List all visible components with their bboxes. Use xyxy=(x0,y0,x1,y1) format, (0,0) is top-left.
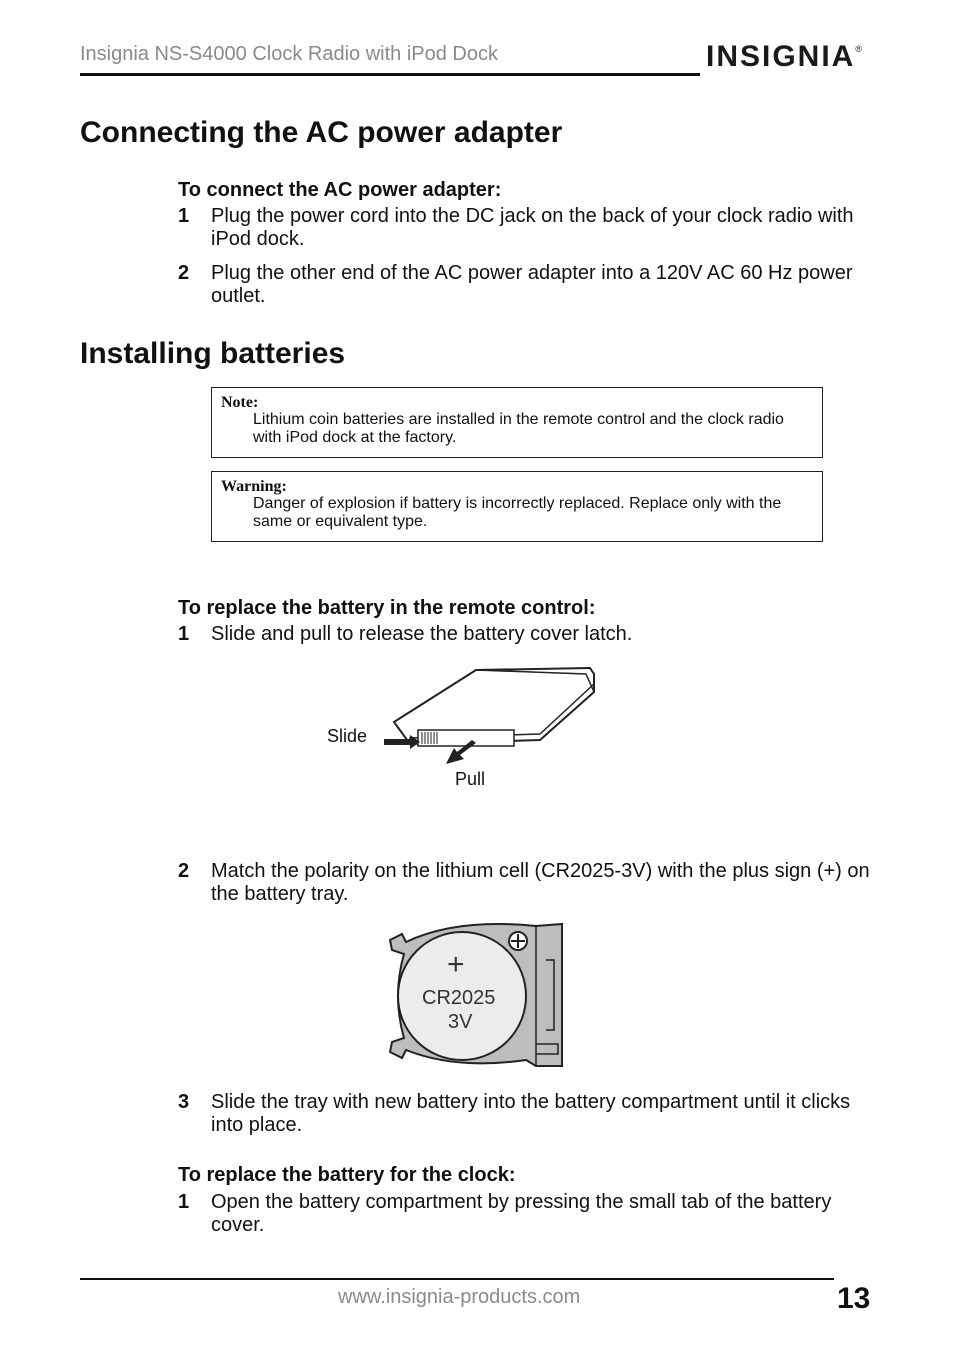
warning-label: Warning: xyxy=(221,478,287,495)
insignia-logo xyxy=(706,40,862,74)
step-number: 1 xyxy=(178,1191,190,1213)
subheading-remote-battery: To replace the battery in the remote control: xyxy=(178,597,596,619)
step-text: Open the battery compartment by pressing the small tab of the battery cover. xyxy=(211,1191,832,1236)
step-text: Plug the power cord into the DC jack on the back of your clock radio with iPod dock. xyxy=(211,205,854,250)
header-rule xyxy=(80,73,700,76)
logo-text: INSIGNIA xyxy=(706,40,856,73)
remote-step-2 xyxy=(178,860,878,906)
footer-rule xyxy=(80,1278,834,1280)
footer-url: www.insignia-products.com xyxy=(338,1286,581,1308)
heading-ac-adapter: Connecting the AC power adapter xyxy=(80,116,563,149)
remote-latch-illustration xyxy=(380,660,610,770)
step-text: Match the polarity on the lithium cell (CR2025-3V) with the plus sign (+) on the battery tray. xyxy=(211,860,870,905)
battery-plus-symbol: + xyxy=(447,948,465,981)
warning-box xyxy=(211,471,823,542)
heading-installing-batteries: Installing batteries xyxy=(80,337,346,370)
step-number: 3 xyxy=(178,1091,190,1113)
pull-label: Pull xyxy=(455,769,486,789)
battery-model-label: CR2025 xyxy=(422,987,496,1009)
step-text: Slide the tray with new battery into the battery compartment until it clicks into place. xyxy=(211,1091,851,1136)
step-text: Slide and pull to release the battery cover latch. xyxy=(211,623,633,645)
remote-step-1 xyxy=(178,623,878,646)
remote-step-3 xyxy=(178,1091,878,1137)
step-number: 2 xyxy=(178,262,190,284)
subheading-connect-adapter: To connect the AC power adapter: xyxy=(178,179,502,201)
registered-mark: ® xyxy=(855,44,862,54)
note-label: Note: xyxy=(221,394,259,411)
running-header-title: Insignia NS-S4000 Clock Radio with iPod Dock xyxy=(80,43,498,65)
clock-step-1 xyxy=(178,1191,878,1237)
warning-text: Danger of explosion if battery is incorrectly replaced. Replace only with the same or equivalent type. xyxy=(253,495,782,530)
slide-label: Slide xyxy=(327,726,368,746)
step-number: 2 xyxy=(178,860,190,882)
battery-voltage-label: 3V xyxy=(448,1011,473,1033)
step-text: Plug the other end of the AC power adapter into a 120V AC 60 Hz power outlet. xyxy=(211,262,853,307)
ac-step-2 xyxy=(178,262,878,308)
step-number: 1 xyxy=(178,205,190,227)
note-box xyxy=(211,387,823,458)
ac-step-1 xyxy=(178,205,878,251)
note-text: Lithium coin batteries are installed in the remote control and the clock radio with iPod dock at the factory. xyxy=(253,411,784,446)
page-number: 13 xyxy=(837,1282,871,1315)
subheading-clock-battery: To replace the battery for the clock: xyxy=(178,1164,516,1186)
step-number: 1 xyxy=(178,623,190,645)
